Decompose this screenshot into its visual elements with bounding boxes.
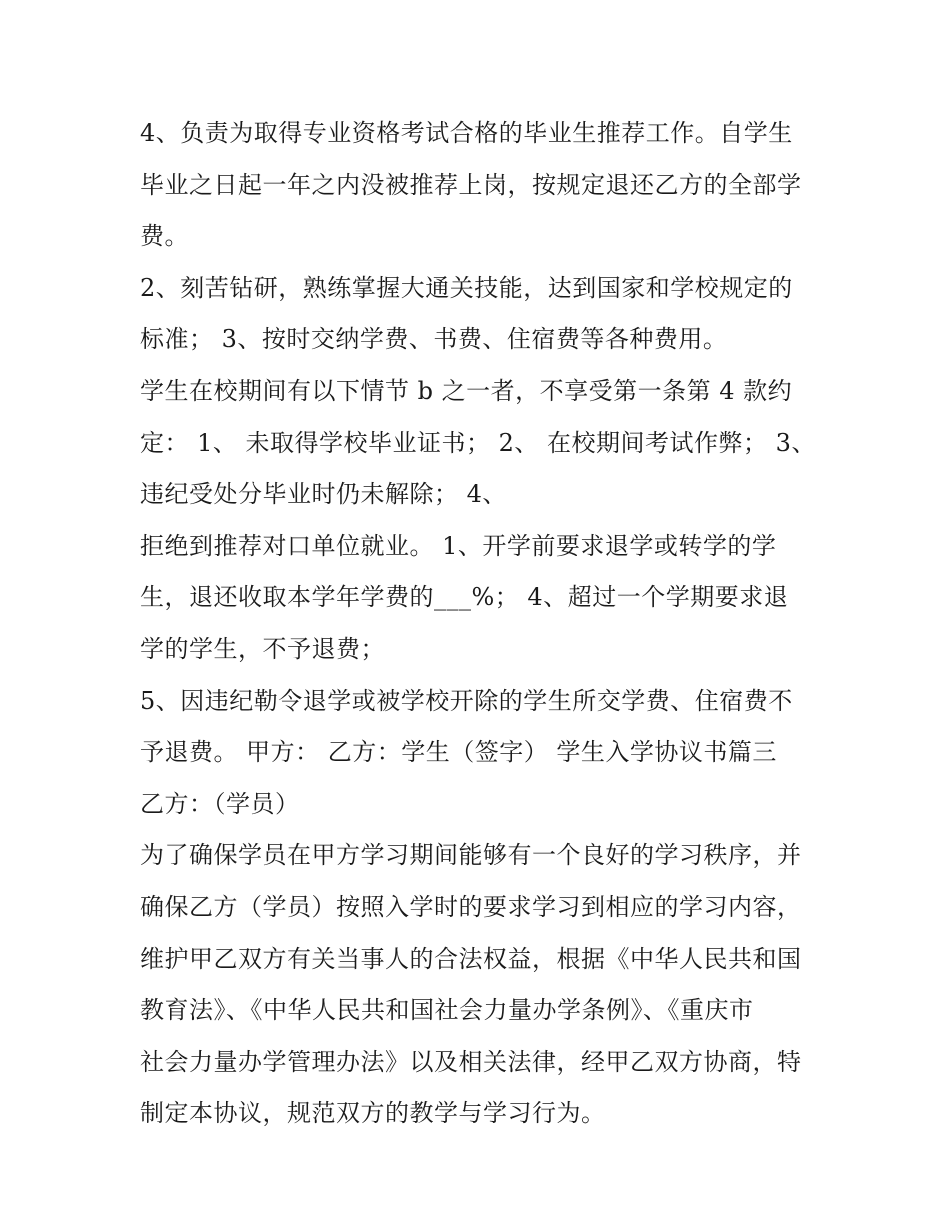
text-line: 2、刻苦钻研，熟练掌握大通关技能，达到国家和学校规定的: [140, 273, 793, 302]
text-line: 制定本协议，规范双方的教学与学习行为。: [140, 1099, 606, 1128]
text-line: 教育法》、《中华人民共和国社会力量办学条例》、《重庆市: [140, 996, 754, 1025]
text-line: 4、负责为取得专业资格考试合格的毕业生推荐工作。自学生: [140, 119, 793, 147]
text-line: 定： 1、 未取得学校毕业证书； 2、 在校期间考试作弊； 3、: [140, 428, 816, 457]
text-line: 社会力量办学管理办法》以及相关法律，经甲乙双方协商，特: [140, 1047, 802, 1076]
text-line: 维护甲乙双方有关当事人的合法权益，根据《中华人民共和国: [140, 944, 802, 973]
text-line: 拒绝到推荐对口单位就业。 1、开学前要求退学或转学的学: [140, 531, 777, 560]
text-line: 5、因违纪勒令退学或被学校开除的学生所交学费、住宿费不: [140, 686, 793, 715]
text-line: 标准； 3、按时交纳学费、书费、住宿费等各种费用。: [140, 325, 728, 354]
text-line: 违纪受处分毕业时仍未解除； 4、: [140, 480, 507, 509]
text-line: 生，退还收取本学年学费的___%； 4、超过一个学期要求退: [140, 583, 789, 612]
text-line: 为了确保学员在甲方学习期间能够有一个良好的学习秩序，并: [140, 841, 802, 870]
text-line: 乙方：（学员）: [140, 789, 300, 818]
document-body: [140, 108, 820, 1140]
text-line: 学的学生，不予退费；: [140, 634, 385, 663]
text-line: 予退费。 甲方： 乙方：学生（签字） 学生入学协议书篇三: [140, 738, 777, 767]
text-line: 费。: [140, 222, 189, 251]
text-line: 学生在校期间有以下情节 b 之一者，不享受第一条第 4 款约: [140, 376, 793, 405]
text-line: 毕业之日起一年之内没被推荐上岗，按规定退还乙方的全部学: [140, 170, 802, 199]
text-line: 确保乙方（学员）按照入学时的要求学习到相应的学习内容，: [140, 892, 802, 921]
